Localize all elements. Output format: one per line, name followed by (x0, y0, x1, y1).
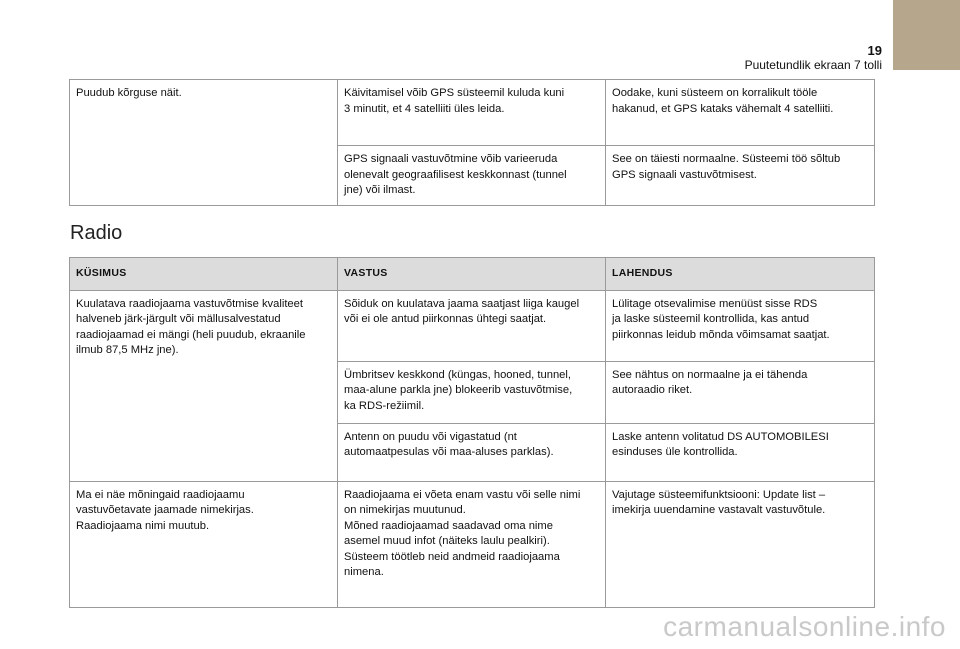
table-row (70, 80, 875, 146)
radio-troubleshooting-table (69, 257, 875, 608)
solution-cell: Lülitage otsevalimise menüüst sisse RDS ja laske süsteemil kontrollida, kas antud piirkonnas leidub mõnda võimsamat saatjat. (606, 290, 875, 361)
cause-cell: GPS signaali vastuvõtmine võib varieeruda olenevalt geograafilisest keskkonnast (tunnel jne) või ilmast. (338, 146, 606, 206)
page-subtitle: Puutetundlik ekraan 7 tolli (744, 58, 882, 72)
table-header-row (70, 258, 875, 291)
solution-cell: Laske antenn volitatud DS AUTOMOBILESI esinduses üle kontrollida. (606, 423, 875, 481)
watermark: carmanualsonline.info (663, 611, 946, 642)
table-row (70, 481, 875, 607)
cause-cell: Käivitamisel võib GPS süsteemil kuluda kuni 3 minutit, et 4 satelliiti üles leida. (338, 80, 606, 146)
solution-cell: See nähtus on normaalne ja ei tähenda autoraadio riket. (606, 361, 875, 423)
answer-cell: Sõiduk on kuulatava jaama saatjast liiga kaugel või ei ole antud piirkonnas ühtegi saatjat. (338, 290, 606, 361)
answer-cell: Ümbritsev keskkond (küngas, hooned, tunnel, maa-alune parkla jne) blokeerib vastuvõtmise, ka RDS-režiimil. (338, 361, 606, 423)
page-number: 19 (867, 43, 882, 58)
question-cell: Ma ei näe mõningaid raadiojaamu vastuvõetavate jaamade nimekirjas. Raadiojaama nimi muutub. (70, 481, 338, 607)
solution-cell: See on täiesti normaalne. Süsteemi töö sõltub GPS signaali vastuvõtmisest. (606, 146, 875, 206)
column-header-answer: VASTUS (338, 258, 606, 291)
question-cell: Puudub kõrguse näit. (70, 80, 338, 206)
solution-cell: Vajutage süsteemifunktsiooni: Update list – imekirja uuendamine vastavalt vastuvõtule. (606, 481, 875, 607)
gps-troubleshooting-table (69, 79, 875, 206)
chapter-tab (893, 0, 960, 70)
solution-cell: Oodake, kuni süsteem on korralikult tööle hakanud, et GPS kataks vähemalt 4 satelliiti. (606, 80, 875, 146)
question-cell: Kuulatava raadiojaama vastuvõtmise kvaliteet halveneb järk-järgult või mällusalvestatud raadiojaamad ei mängi (heli puudub, ekraanile ilmub 87,5 MHz jne). (70, 290, 338, 481)
section-title-radio: Radio (70, 222, 123, 244)
answer-cell: Raadiojaama ei võeta enam vastu või selle nimi on nimekirjas muutunud. Mõned raadiojaamad saadavad oma nime asemel muud infot (näiteks laulu pealkiri). Süsteem töötleb neid andmeid raadiojaama nimena. (338, 481, 606, 607)
column-header-solution: LAHENDUS (606, 258, 875, 291)
column-header-question: KÜSIMUS (70, 258, 338, 291)
table-row (70, 290, 875, 361)
answer-cell: Antenn on puudu või vigastatud (nt automaatpesulas või maa-aluses parklas). (338, 423, 606, 481)
